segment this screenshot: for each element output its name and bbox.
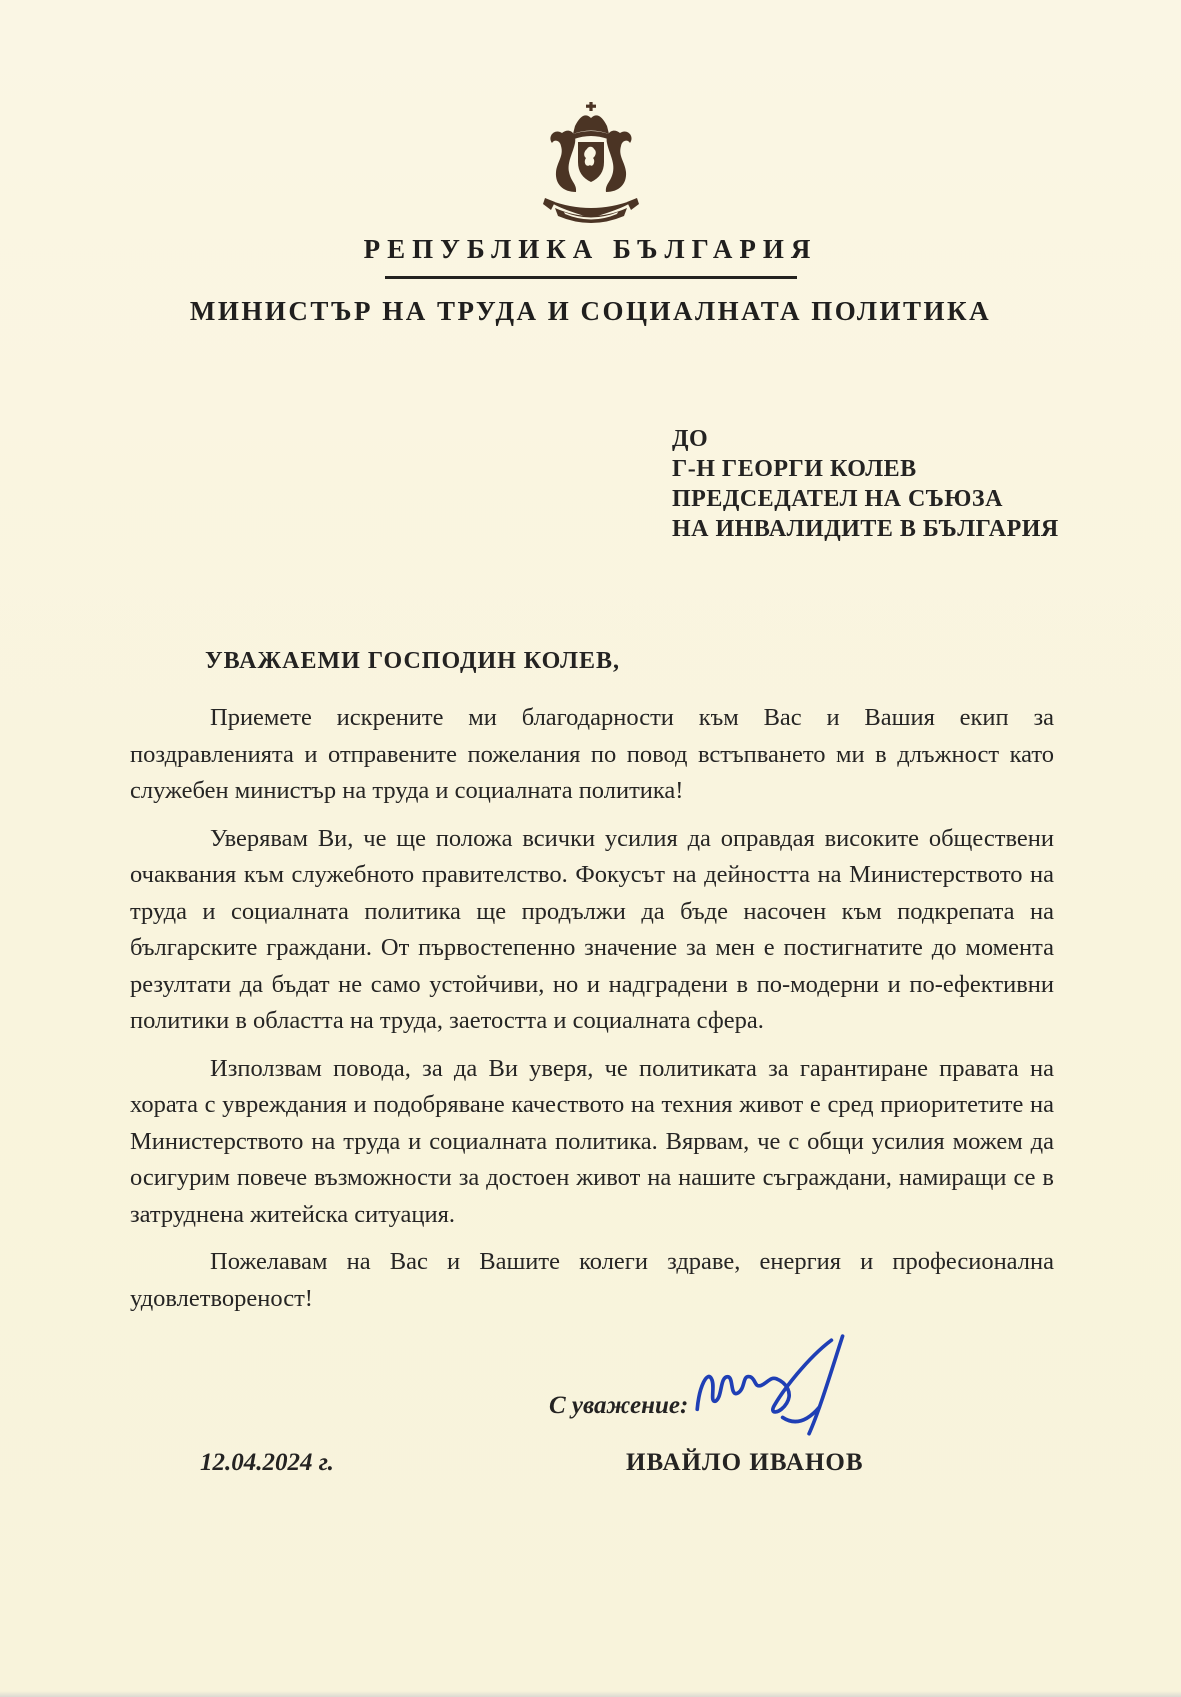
recipient-block	[672, 424, 1059, 544]
recipient-line-title-1: ПРЕДСЕДАТЕЛ НА СЪЮЗА	[672, 486, 1003, 512]
body-paragraph: Уверявам Ви, че ще положа всички усилия да оправдая високите обществени очаквания към служебното правителство. Фокусът на дейността на Министерството на труда и социалната политика ще продължи да бъде насочен към подкрепата на българските граждани. От първостепенно значение за мен е постигнатите до момента резултати да бъдат не само устойчиви, но и надградени в по-модерни и по-ефективни политики в областта на труда, заетостта и социалната сфера.	[130, 824, 1054, 1034]
bulgarian-coat-of-arms-icon	[531, 102, 651, 234]
body-paragraph: Използвам повода, за да Ви уверя, че политиката за гарантиране правата на хората с увреждания и подобряване качеството на техния живот е сред приоритетите на Министерството на труда и социалната политика. Вярвам, че с общи усилия можем да осигурим повече възможности за достоен живот на нашите съграждани, намиращи се в затруднена житейска ситуация.	[130, 1054, 1054, 1228]
signer-name: ИВАЙЛО ИВАНОВ	[626, 1449, 864, 1476]
respectfully-label: С уважение:	[549, 1392, 689, 1419]
recipient-line-name: Г-Н ГЕОРГИ КОЛЕВ	[672, 456, 917, 482]
body-paragraph: Приемете искрените ми благодарности към Вас и Вашия екип за поздравленията и отправените пожелания по повод встъпването ми в длъжност като служебен министър на труда и социалната политика!	[130, 704, 1054, 804]
body-paragraph: Пожелавам на Вас и Вашите колеги здраве, енергия и професионална удовлетвореност!	[130, 1248, 1054, 1312]
header-divider	[385, 276, 797, 279]
letter-date: 12.04.2024 г.	[200, 1449, 334, 1476]
republic-title: РЕПУБЛИКА БЪЛГАРИЯ	[363, 234, 818, 264]
minister-title: МИНИСТЪР НА ТРУДА И СОЦИАЛНАТА ПОЛИТИКА	[189, 296, 992, 326]
recipient-line-title-2: НА ИНВАЛИДИТЕ В БЪЛГАРИЯ	[672, 516, 1059, 542]
handwritten-signature-icon	[648, 1330, 903, 1452]
salutation: УВАЖАЕМИ ГОСПОДИН КОЛЕВ,	[205, 648, 620, 674]
recipient-line-to: ДО	[672, 426, 709, 452]
letter-body	[130, 700, 1054, 1328]
page-bottom-edge	[0, 1691, 1181, 1697]
